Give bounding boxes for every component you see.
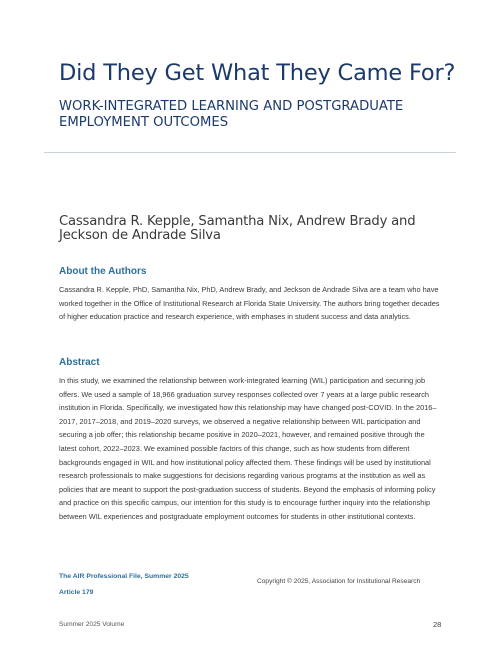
author-list: Cassandra R. Kepple, Samantha Nix, Andrew Brady and Jeckson de Andrade Silva — [59, 214, 416, 243]
journal-name: The AIR Professional File, Summer 2025 — [59, 573, 189, 580]
article-number: Article 179 — [59, 589, 94, 596]
paper-title: Did They Get What They Came For? — [59, 60, 456, 86]
volume-label: Summer 2025 Volume — [59, 621, 125, 628]
page-number: 28 — [433, 620, 442, 629]
journal-info — [59, 569, 189, 601]
abstract-text: In this study, we examined the relationship between work-integrated learning (WIL) participation and securing job offers. We used a sample of 18,966 graduation survey responses collected over 7 years at a large public research institution in Florida. Specifically, we investigated how this relationship may have changed post-COVID. In the 2016–2017, 2017–2018, and 2019–2020 surveys, we observed a negative relationship between WIL participation and securing a job offer; this relationship became positive in 2020–2021, however, and remained positive through the latest cohort, 2022–2023. We examined possible factors of this change, such as how students from different backgrounds engaged in WIL and how institutional policy affected them. These findings will be used by institutional research professionals to make suggestions for decisions regarding various programs at the institution as well as policies that are meant to support the post-graduation success of students. Beyond the emphasis of informing policy and practice on this specific campus, our intention for this study is to encourage further inquiry into the relationship between WIL experiences and postgraduate employment outcomes for students in other institutional contexts. — [59, 376, 437, 521]
abstract-heading: Abstract — [59, 357, 100, 368]
paper-subtitle: WORK-INTEGRATED LEARNING AND POSTGRADUATE EMPLOYMENT OUTCOMES — [59, 99, 404, 130]
about-authors-heading: About the Authors — [59, 266, 147, 277]
copyright-notice: Copyright © 2025, Association for Institutional Research — [257, 578, 421, 585]
about-authors-text: Cassandra R. Kepple, PhD, Samantha Nix, PhD, Andrew Brady, and Jeckson de Andrade Silva are a team who have worked together in the Office of Institutional Research at Florida State University. The authors bring together decades of higher education practice and research experience, with emphases in student success and data analytics. — [59, 285, 440, 322]
title-divider — [44, 152, 456, 153]
